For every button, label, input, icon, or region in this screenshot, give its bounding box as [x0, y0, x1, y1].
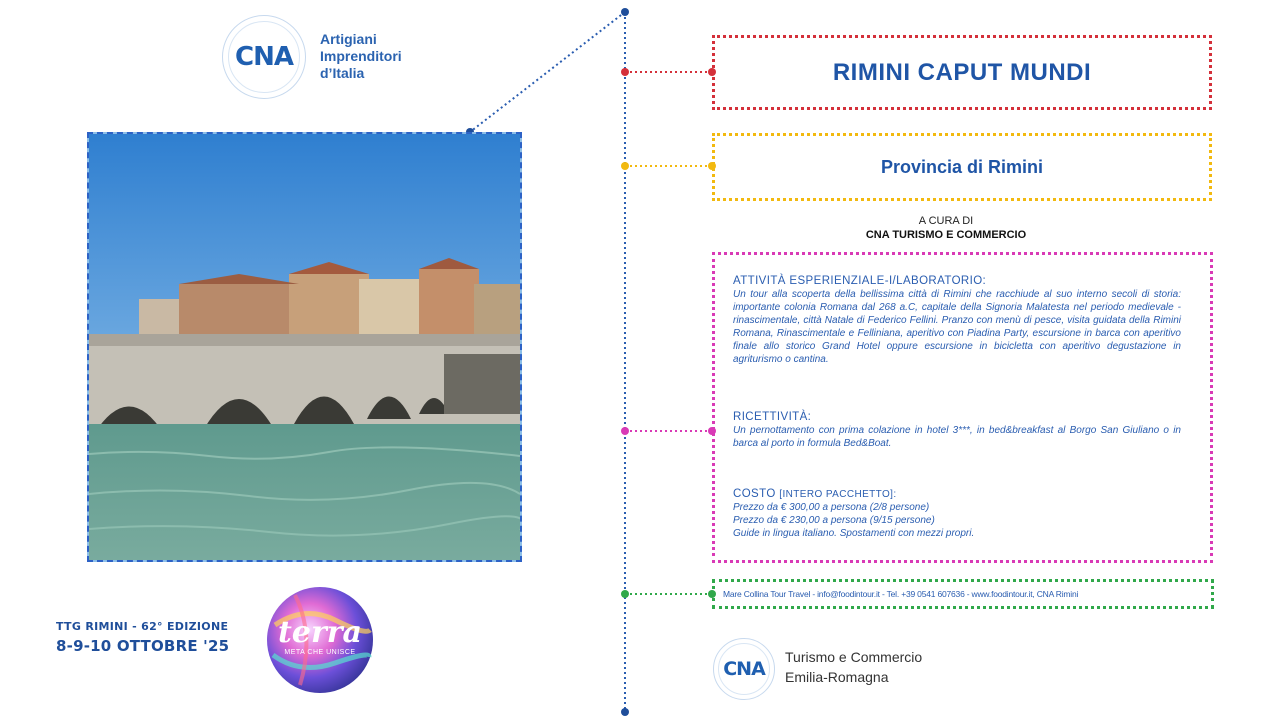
- terra-badge: [265, 585, 375, 695]
- cost-line-3: Guide in lingua italiano. Spostamenti con mezzi propri.: [733, 528, 975, 539]
- footer-line-2: Emilia-Romagna: [785, 669, 889, 685]
- activities-heading: ATTIVITÀ ESPERIENZIALE-I/LABORATORIO:: [733, 275, 987, 287]
- cna-logo-footer: [713, 638, 953, 700]
- logo-line-1: Artigiani: [320, 31, 377, 47]
- cna-logo-mark: CNA: [235, 42, 293, 72]
- terra-subtitle: META CHE UNISCE: [284, 649, 356, 656]
- title-box: [712, 35, 1212, 110]
- event-edition: TTG RIMINI - 62° EDIZIONE: [56, 620, 229, 633]
- page-title: RIMINI CAPUT MUNDI: [832, 58, 1092, 86]
- footer-line-1: Turismo e Commercio: [785, 649, 923, 665]
- curated-by: [800, 214, 1092, 242]
- event-info: [56, 620, 229, 655]
- info-box: [712, 252, 1213, 563]
- province-box: [712, 133, 1212, 201]
- cna-footer-mark: CNA: [723, 658, 765, 680]
- event-dates: 8-9-10 OTTOBRE '25: [56, 637, 230, 655]
- cost-heading: COSTO: [733, 488, 776, 500]
- cost-line-2: Prezzo da € 230,00 a persona (9/15 persone): [733, 515, 935, 526]
- logo-line-2: Imprenditori: [320, 48, 402, 64]
- logo-line-3: d’Italia: [320, 65, 365, 81]
- terra-word: terra: [278, 615, 362, 650]
- cost-heading-note: [INTERO PACCHETTO]:: [779, 489, 897, 500]
- rimini-bridge-photo: [87, 132, 522, 562]
- curated-by-org: CNA TURISMO E COMMERCIO: [865, 229, 1027, 241]
- accommodation-text: Un pernottamento con prima colazione in hotel 3***, in bed&breakfast al Borgo San Giuliano o in barca al porto in formula Bed&Boat.: [733, 425, 1181, 449]
- contact-box: [712, 579, 1214, 609]
- cna-footer-circle: [713, 638, 775, 700]
- curated-by-label: A CURA DI: [918, 215, 974, 227]
- activities-text: Un tour alla scoperta della bellissima città di Rimini che racchiude al suo interno secoli di storia: importante colonia Romana dal 268 a.C, capitale della Signoria Malatesta nel periodo medievale - rinascimentale, città Natale di Federico Fellini. Pranzo con menù di pesce, visita guidata della Rimini Romana, Rinascimentale e Felliniana, aperitivo con Piadina Party, escursione in barca con aperitivo finale allo storico Grand Hotel oppure escursione in bicicletta con aperitivo degustazione in agriturismo o cantina.: [733, 289, 1181, 365]
- province-label: Provincia di Rimini: [880, 156, 1044, 177]
- accommodation-heading: RICETTIVITÀ:: [733, 411, 812, 423]
- cost-line-1: Prezzo da € 300,00 a persona (2/8 persone): [733, 502, 930, 513]
- contact-text: Mare Collina Tour Travel - info@foodintour.it - Tel. +39 0541 607636 - www.foodintour.it, CNA Rimini: [723, 589, 1079, 599]
